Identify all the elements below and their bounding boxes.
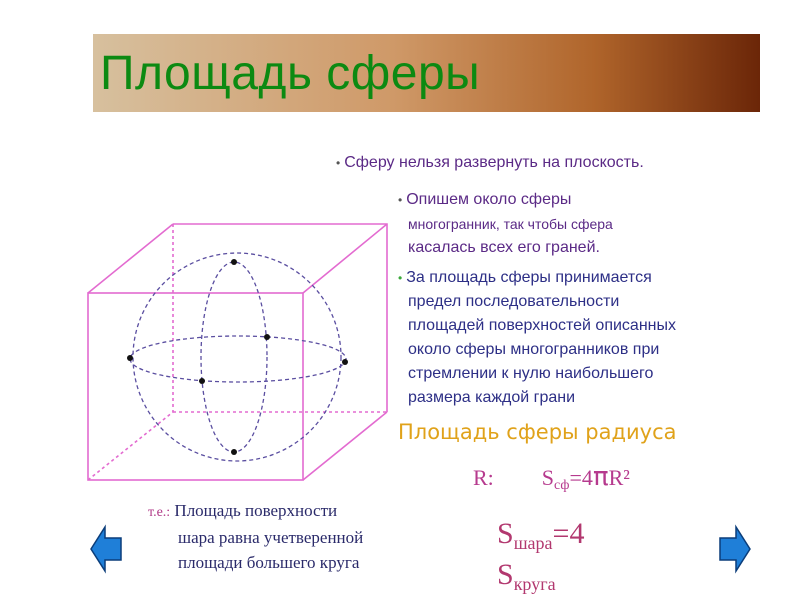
conclusion-text: т.е.: Площадь поверхности шара равна учетверенной площади большего круга [148,501,364,572]
area-ratio-formula: $S_{шара}=4$ $S_{круга}$ [497,517,585,594]
formula-heading: Площадь сферы радиуса [398,420,677,444]
sphere-meridian [201,262,267,452]
cube-edge-top-left [88,224,173,293]
bullet-circumscribe: • Опишем около сферы многогранник, так чтобы сфера касалась всех его граней. [398,191,613,256]
tangent-points [127,259,348,455]
cube [88,224,387,480]
sphere-area-formula: R: $S_{сф}=4\pi R^2$ [473,462,630,493]
cube-edge-bottom-right [303,412,387,480]
bullet-dot-icon: • [336,156,341,170]
arrow-right-icon [718,524,752,574]
sphere-outline [133,253,341,461]
cube-front-face [88,293,303,480]
bullet-dot-icon: • [398,193,403,207]
prev-slide-button[interactable] [89,524,123,574]
slide-title: Площадь сферы [100,47,481,100]
bullet-definition: • За площадь сферы принимается предел последовательности площадей поверхностей описанных около сферы многогранников при стремлении к нулю наибольшего размера каждой грани [398,269,676,406]
cube-hidden-edges [88,224,387,480]
bullet-dot-icon: • [398,271,403,285]
bullet-no-unfold: • Сферу нельзя развернуть на плоскость. [336,154,644,171]
cube-edge-top-right [303,224,387,293]
sphere-equator [130,336,346,382]
cube-back-face-visible [173,224,387,412]
sphere [130,253,346,461]
next-slide-button[interactable] [718,524,752,574]
arrow-left-icon [89,524,123,574]
